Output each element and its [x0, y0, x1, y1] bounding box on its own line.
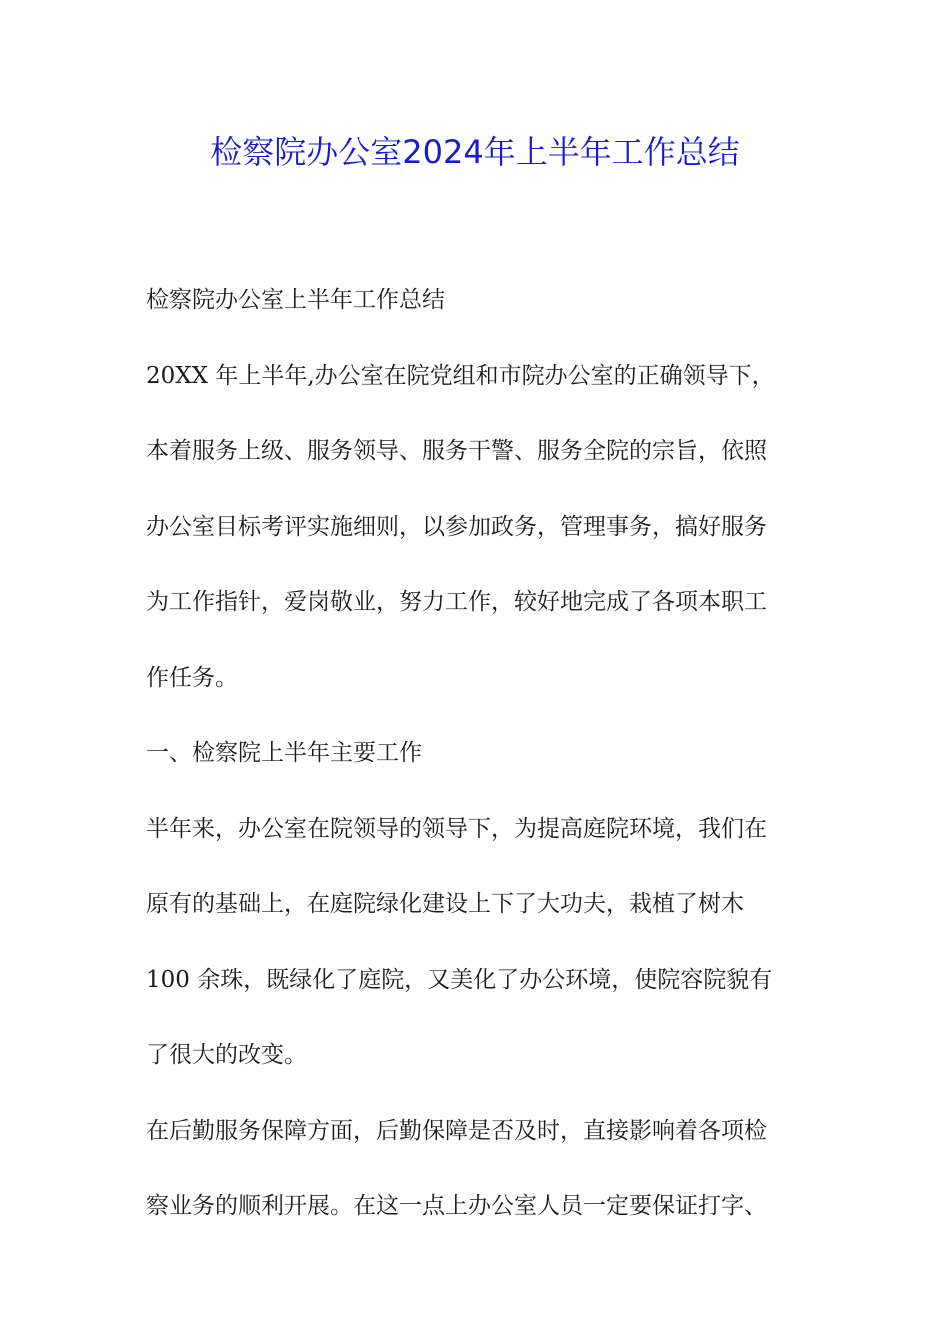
- paragraph-line: 作任务。: [146, 664, 238, 691]
- paragraph-line: 原有的基础上，在庭院绿化建设上下了大功夫，栽植了树木: [146, 891, 744, 917]
- paragraph-line: 察业务的顺利开展。在这一点上办公室人员一定要保证打字、: [146, 1193, 767, 1219]
- paragraph-line: 在后勤服务保障方面，后勤保障是否及时，直接影响着各项检: [146, 1117, 767, 1144]
- section-heading: 一、检察院上半年主要工作: [146, 740, 422, 766]
- document-title: 检察院办公室2024年上半年工作总结: [210, 133, 740, 171]
- paragraph-line: 办公室目标考评实施细则，以参加政务，管理事务，搞好服务: [146, 513, 767, 540]
- paragraph-line: 为工作指针，爱岗敬业，努力工作，较好地完成了各项本职工: [146, 589, 767, 615]
- paragraph-line: 20XX 年上半年,办公室在院党组和市院办公室的正确领导下，: [146, 362, 775, 389]
- paragraph-line: 本着服务上级、服务领导、服务干警、服务全院的宗旨，依照: [146, 438, 767, 464]
- subtitle-line: 检察院办公室上半年工作总结: [146, 287, 445, 313]
- paragraph-line: 了很大的改变。: [146, 1042, 307, 1068]
- document-body: [146, 263, 808, 1245]
- paragraph-line: 半年来，办公室在院领导的领导下，为提高庭院环境，我们在: [146, 815, 767, 842]
- paragraph-line: 100 余珠，既绿化了庭院，又美化了办公环境，使院容院貌有: [146, 966, 773, 993]
